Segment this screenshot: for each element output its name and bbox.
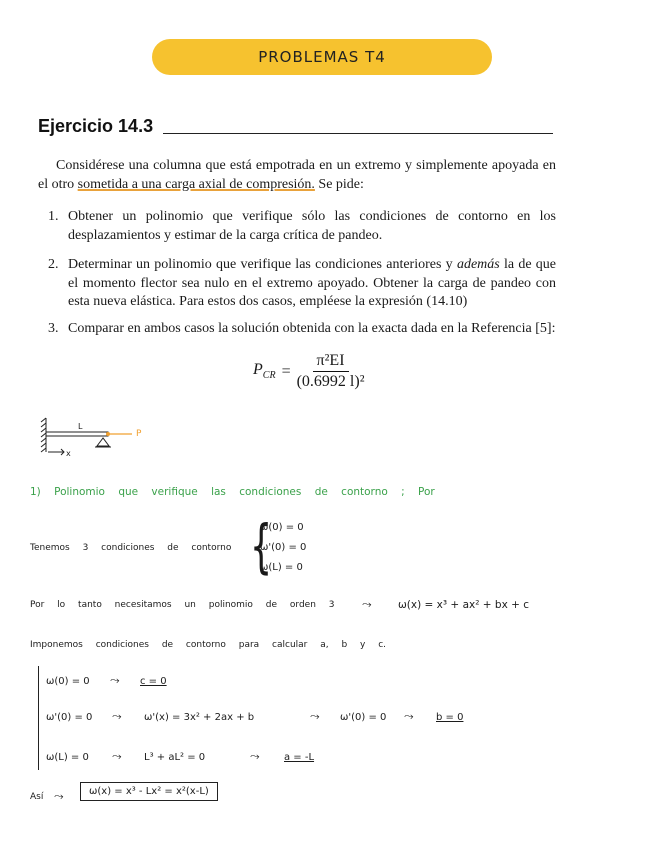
step3-equation: L³ + aL² = 0 — [144, 752, 206, 763]
item-2 — [48, 256, 556, 312]
intro-text-1: Considérese una columna que está empotrada en un extremo y simplemente apoyada en el otro — [38, 158, 556, 192]
step1-lhs: ω(0) = 0 — [46, 676, 90, 687]
step2-derivative: ω'(x) = 3x² + 2ax + b — [144, 712, 255, 723]
final-result: ω(x) = x³ - Lx² = x²(x-L) — [80, 782, 218, 801]
step3-result: a = -L — [284, 752, 315, 763]
exercise-title: Ejercicio 14.3 — [38, 116, 154, 136]
intro-text-2: Se pide: — [314, 177, 364, 192]
formula-lhs: $P_{CR}$ — [253, 361, 276, 382]
arrow-icon: ⤳ — [110, 673, 120, 687]
column-diagram — [38, 414, 168, 462]
brace: { — [250, 512, 273, 580]
intro-paragraph — [38, 156, 556, 194]
formula-numerator: π²EI — [313, 352, 349, 372]
item-text: Obtener un polinomio que verifique sólo las condiciones de contorno en los desplazamientos y estimar de la carga crítica de pandeo. — [68, 209, 556, 243]
title-rule — [163, 133, 553, 134]
formula-fraction — [297, 352, 365, 391]
arrow-icon: ⤳ — [404, 709, 414, 723]
item-number: 3. — [48, 321, 59, 336]
steps-bar — [38, 666, 39, 770]
formula-denominator: (0.6992 l)² — [296, 373, 365, 390]
polynomial: ω(x) = x³ + ax² + bx + c — [398, 599, 530, 611]
step2-result: b = 0 — [436, 712, 464, 723]
item-number: 2. — [48, 257, 59, 272]
condition-1: ω(0) = 0 — [260, 522, 304, 533]
intro-underlined: sometida a una carga axial de compresión. — [77, 177, 315, 192]
item-text: Comparar en ambos casos la solución obtenida con la exacta dada en la Referencia [5]: — [68, 321, 556, 336]
item-text: Determinar un polinomio que verifique las condiciones anteriores y además la de que el momento flector sea nulo en el extremo apoyado. Obtener la carga de pandeo con esta nueva elástica. Para estos dos casos, empléese la expresión (14.10) — [68, 257, 557, 309]
step2-condition: ω'(0) = 0 — [340, 712, 387, 723]
arrow-icon: ⤳ — [362, 597, 372, 611]
axis-label: x — [66, 449, 71, 458]
load-label: P — [136, 429, 142, 439]
header-title: PROBLEMAS T4 — [258, 48, 386, 66]
item-1 — [48, 208, 556, 245]
imponemos-text: Imponemos condiciones de contorno para calcular a, b y c. — [30, 640, 387, 650]
header-pill — [152, 39, 492, 75]
notes-heading: 1) Polinomio que verifique las condiciones de contorno ; Por — [30, 486, 435, 498]
por-tanto-text: Por lo tanto necesitamos un polinomio de orden 3 — [30, 600, 335, 610]
arrow-icon: ⤳ — [310, 709, 320, 723]
asi-label: Así — [30, 792, 44, 802]
arrow-icon: ⤳ — [54, 789, 64, 803]
length-label: L — [78, 422, 83, 431]
arrow-icon: ⤳ — [250, 749, 260, 763]
conditions-intro: Tenemos 3 condiciones de contorno — [30, 543, 232, 553]
step2-lhs: ω'(0) = 0 — [46, 712, 93, 723]
condition-2: ω'(0) = 0 — [260, 542, 307, 553]
condition-3: ω(L) = 0 — [260, 562, 303, 573]
step3-lhs: ω(L) = 0 — [46, 752, 89, 763]
item-3 — [48, 320, 556, 339]
critical-load-formula — [253, 352, 365, 391]
final-result-box — [80, 786, 218, 797]
arrow-icon: ⤳ — [112, 749, 122, 763]
step1-result: c = 0 — [140, 676, 167, 687]
item-number: 1. — [48, 209, 59, 224]
arrow-icon: ⤳ — [112, 709, 122, 723]
formula-equals: = — [281, 362, 291, 380]
